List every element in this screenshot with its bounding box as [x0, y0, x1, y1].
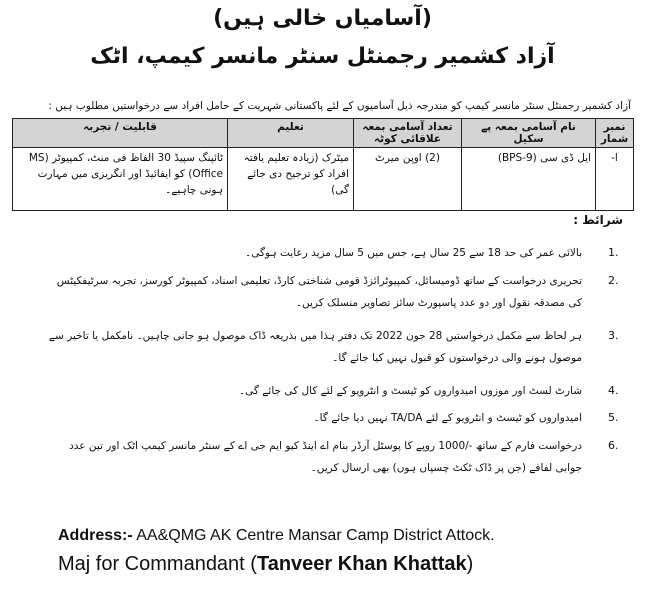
signatory-line — [58, 553, 473, 576]
experience-line-1: ٹائپنگ سپیڈ 30 الفاظ فی منٹ، کمپیوٹر — [52, 152, 223, 164]
cell-experience — [13, 148, 228, 211]
condition-text: شارٹ لسٹ اور موزوں امیدواروں کو ٹیسٹ و انٹرویو کے لئے کال کی جائے گی۔ — [239, 385, 582, 397]
cell-count: (2) اوپن میرٹ — [354, 148, 462, 211]
condition-number: 5. — [608, 411, 619, 424]
condition-text: بالائی عمر کی حد 18 سے 25 سال ہے، جس میں 5 سال مزید رعایت ہوگی۔ — [245, 247, 582, 259]
intro-text: آزاد کشمیر رجمنٹل سنٹر مانسر کیمپ کو مندرجہ ذیل آسامیوں کے لئے پاکستانی شہریت کے حامل افراد سے درخواستیں مطلوب ہیں : — [48, 100, 631, 112]
post-scale: (BPS-9) — [497, 152, 537, 164]
condition-number: 2. — [608, 274, 619, 287]
condition-text: درخواست فارم کے ساتھ -/1000 روپے کا پوسٹل آرڈر بنام اے اینڈ کیو ایم جی اے کے سنٹر مانسر کیمپ اٹک اور تین عدد جوابی لفافے (جن پر ڈاک ٹکٹ چسپاں ہوں) بھی ارسال کریں۔ — [69, 440, 582, 474]
experience-line-2: کو ایفائیڈ اور انگریزی میں مہارت ہونی چاہیے۔ — [37, 168, 223, 196]
condition-text: امیدواروں کو ٹیسٹ و انٹرویو کے لئے TA/DA نہیں دیا جائے گا۔ — [313, 412, 582, 424]
conditions-title: شرائط : — [573, 213, 623, 227]
condition-text: تحریری درخواست کے ساتھ ڈومیسائل، کمپیوٹرائزڈ قومی شناختی کارڈ، تعلیمی اسناد، کمپیوٹر کورسز، تجربہ سرٹیفکیٹس کی مصدقہ نقول اور دو عدد پاسپورٹ سائز تصاویر منسلک کریں۔ — [56, 275, 582, 309]
address-line — [58, 527, 495, 545]
signatory-prefix: Maj for Commandant ( — [58, 553, 257, 575]
signatory-name: Tanveer Khan Khattak — [256, 553, 467, 575]
condition-number: 1. — [608, 246, 619, 259]
address-text: AA&QMG AK Centre Mansar Camp District Attock. — [132, 527, 495, 544]
condition-text: ہر لحاظ سے مکمل درخواستیں 28 جون 2022 تک دفتر ہذا میں بذریعہ ڈاک موصول ہو جانی چاہیں۔ نامکمل یا تاخیر سے موصول ہونے والی درخواستوں کو قبول نہیں کیا جائے گا۔ — [48, 330, 582, 364]
header-post: نام آسامی بمعہ پے سکیل — [462, 119, 596, 148]
condition-number: 3. — [608, 329, 619, 342]
cell-education: میٹرک (زیادہ تعلیم یافتہ افراد کو ترجیح دی جائے گی) — [228, 148, 354, 211]
header-education: تعلیم — [228, 119, 354, 148]
cell-serial: ا- — [596, 148, 634, 211]
address-label: Address:- — [58, 527, 133, 544]
header-count: تعداد آسامی بمعہ علاقائی کوٹہ — [354, 119, 462, 148]
header-experience: قابلیت / تجربہ — [13, 119, 228, 148]
table-header-row — [13, 119, 634, 148]
post-name: ایل ڈی سی — [540, 152, 591, 164]
table-row — [13, 148, 634, 211]
header-serial: نمبر شمار — [596, 119, 634, 148]
organization-name: آزاد کشمیر رجمنٹل سنٹر مانسر کیمپ، اٹک — [90, 44, 555, 69]
condition-number: 4. — [608, 384, 619, 397]
signatory-suffix: ) — [466, 553, 474, 575]
condition-number: 6. — [608, 439, 619, 452]
experience-ms-office: (MS Office) — [28, 152, 223, 180]
vacancy-table — [12, 118, 634, 211]
cell-post — [462, 148, 596, 211]
page-title: (آسامیاں خالی ہیں) — [213, 6, 432, 31]
